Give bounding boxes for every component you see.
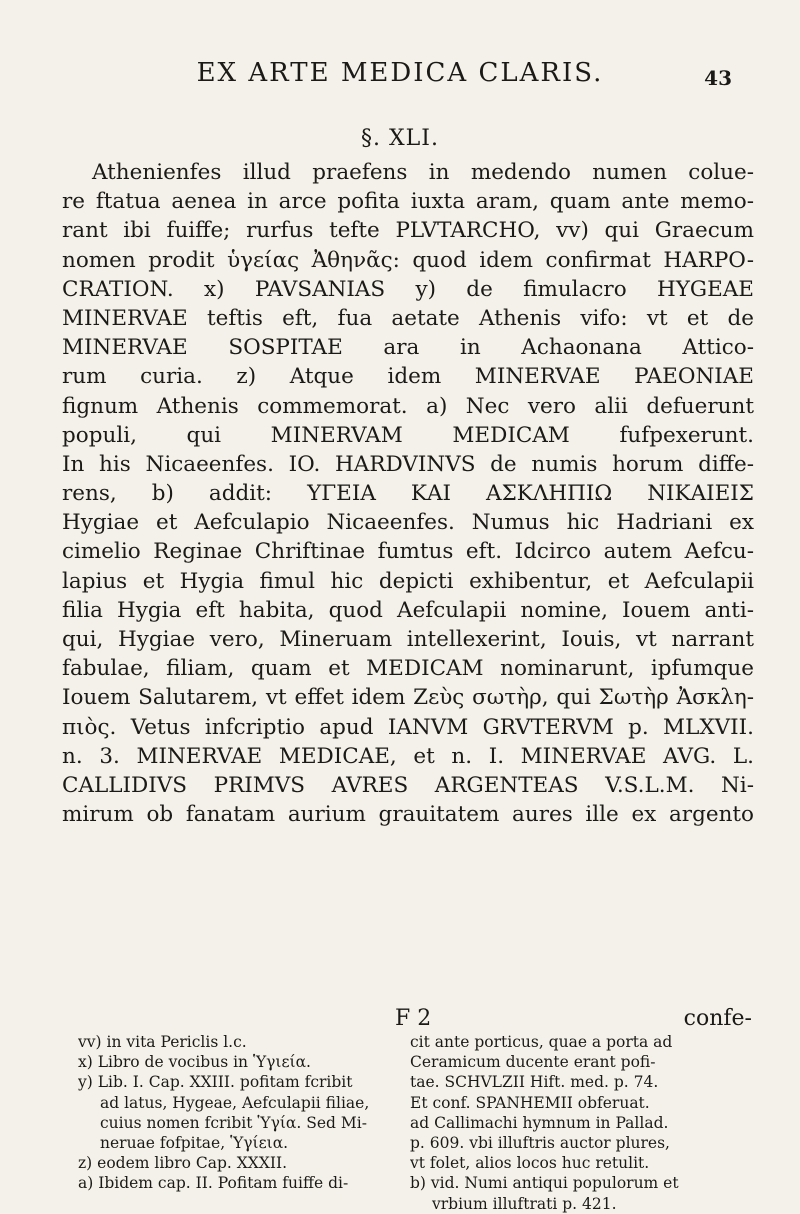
text-line: nomen prodit ὑγείας Ἀθηνᾶς: quod idem confirmat HARPO- — [62, 247, 754, 273]
text-line: lapius et Hygia fimul hic depicti exhibentur, et Aefculapii — [62, 568, 754, 594]
text-line: CRATION. x) PAVSANIAS y) de fimulacro HYGEAE — [62, 276, 754, 302]
text-line: filia Hygia eft habita, quod Aefculapii nomine, Iouem anti- — [62, 597, 754, 623]
main-text — [62, 158, 754, 829]
text-line: CALLIDIVS PRIMVS AVRES ARGENTEAS V.S.L.M. Ni- — [62, 772, 754, 798]
text-line: populi, qui MINERVAM MEDICAM fufpexerunt. — [62, 422, 754, 448]
text-line: re ftatua aenea in arce pofita iuxta aram, quam ante memo- — [62, 189, 754, 215]
page-number: 43 — [704, 66, 732, 90]
footnote-line: vrbium illuftrati p. 421. — [432, 1194, 617, 1213]
running-head: EX ARTE MEDICA CLARIS. — [196, 58, 604, 88]
section-title: §. XLI. — [361, 126, 439, 151]
footnote-line: vv) in vita Periclis l.c. — [78, 1033, 247, 1051]
text-line: rant ibi fuiffe; rurfus tefte PLVTARCHO, vv) qui Graecum — [62, 218, 754, 244]
text-line: Athenienfes illud praefens in medendo numen colue- — [92, 160, 754, 185]
footnote-line: x) Libro de vocibus in Ὑγιεία. — [78, 1053, 311, 1072]
text-line: cimelio Reginae Chriftinae fumtus eft. Idcirco autem Aefcu- — [62, 539, 754, 565]
footnote-line: z) eodem libro Cap. XXXII. — [78, 1154, 288, 1173]
footnote-line: cit ante porticus, quae a porta ad — [410, 1033, 673, 1051]
footnote-line: neruae fofpitae, Ὑγίεια. — [100, 1134, 289, 1153]
footnote-line: vt folet, alios locos huc retulit. — [410, 1154, 650, 1173]
text-line: rum curia. z) Atque idem MINERVAE PAEONIAE — [62, 364, 754, 390]
footnote-line: y) Lib. I. Cap. XXIII. pofitam fcribit — [78, 1073, 353, 1092]
footnote-line: ad latus, Hygeae, Aefculapii filiae, — [100, 1093, 370, 1112]
text-line: qui, Hygiae vero, Mineruam intellexerint, Iouis, vt narrant — [62, 627, 754, 652]
catchword: confe- — [683, 1006, 752, 1031]
text-line: πιὸς. Vetus infcriptio apud IANVM GRVTERVM p. MLXVII. — [62, 714, 754, 740]
footnote-line: ad Callimachi hymnum in Pallad. — [410, 1113, 669, 1132]
footnote-line: b) vid. Numi antiqui populorum et — [410, 1174, 679, 1193]
footnote-line: Et conf. SPANHEMII obferuat. — [410, 1093, 650, 1112]
text-line: fignum Athenis commemorat. a) Nec vero alii defuerunt — [62, 393, 754, 419]
text-line: Hygiae et Aefculapio Nicaeenfes. Numus hic Hadriani ex — [62, 510, 754, 536]
signature-mark: F 2 — [395, 1006, 432, 1031]
footnote-line: cuius nomen fcribit Ὑγία. Sed Mi- — [100, 1113, 367, 1132]
text-line: rens, b) addit: ΥΓΕΙΑ ΚΑΙ ΑΣΚΛΗΠΙΩ ΝΙΚΑΙΕΙΣ — [62, 481, 754, 507]
text-line: fabulae, filiam, quam et MEDICAM nominarunt, ipfumque — [62, 656, 754, 682]
text-line: MINERVAE SOSPITAE ara in Achaonana Attico- — [62, 335, 754, 361]
footnote-line: a) Ibidem cap. II. Pofitam fuiffe di- — [78, 1174, 349, 1193]
text-line: MINERVAE teftis eft, fua aetate Athenis vifo: vt et de — [62, 305, 754, 331]
footnotes-right-column — [410, 1032, 760, 1214]
text-line: Iouem Salutarem, vt effet idem Ζεὺς σωτὴρ, qui Σωτὴρ Ἀσκλη- — [62, 685, 754, 711]
footnote-line: tae. SCHVLZII Hift. med. p. 74. — [410, 1073, 659, 1092]
text-line: In his Nicaeenfes. IO. HARDVINVS de numis horum diffe- — [62, 451, 754, 477]
footnote-line: Ceramicum ducente erant pofi- — [410, 1053, 656, 1072]
text-line: n. 3. MINERVAE MEDICAE, et n. I. MINERVAE AVG. L. — [62, 743, 754, 769]
footnotes-left-column — [78, 1032, 388, 1194]
text-line: mirum ob fanatam aurium grauitatem aures ille ex argento — [62, 802, 754, 828]
footnote-line: p. 609. vbi illuftris auctor plures, — [410, 1134, 670, 1153]
